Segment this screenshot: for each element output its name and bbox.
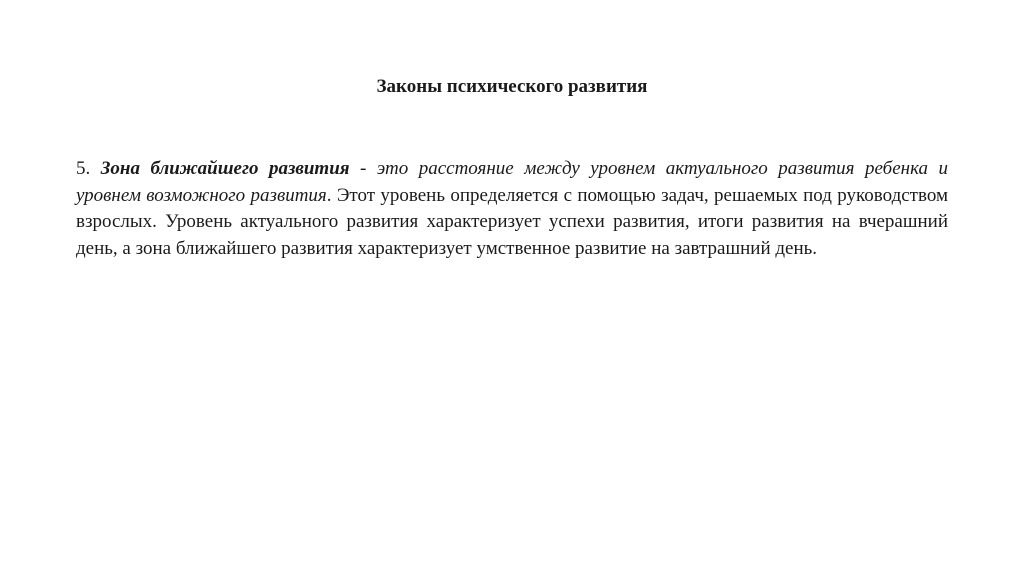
law-explanation: . Этот уровень определяется с помощью задач, решаемых под руководством взрослых. Уровень актуального развития характеризует успехи развития, итоги развития на вчерашний день, а зона ближайшего развития характеризует умственное развитие на завтрашний день.: [76, 184, 948, 259]
law-paragraph: [76, 156, 948, 262]
law-dash: -: [349, 158, 377, 179]
slide-title: Законы психического развития: [376, 76, 648, 97]
law-number: 5.: [76, 158, 101, 179]
law-definition: это расстояние между уровнем актуального развития ребенка и уровнем возможного развития: [76, 158, 949, 206]
law-term: Зона ближайшего развития: [100, 158, 350, 179]
